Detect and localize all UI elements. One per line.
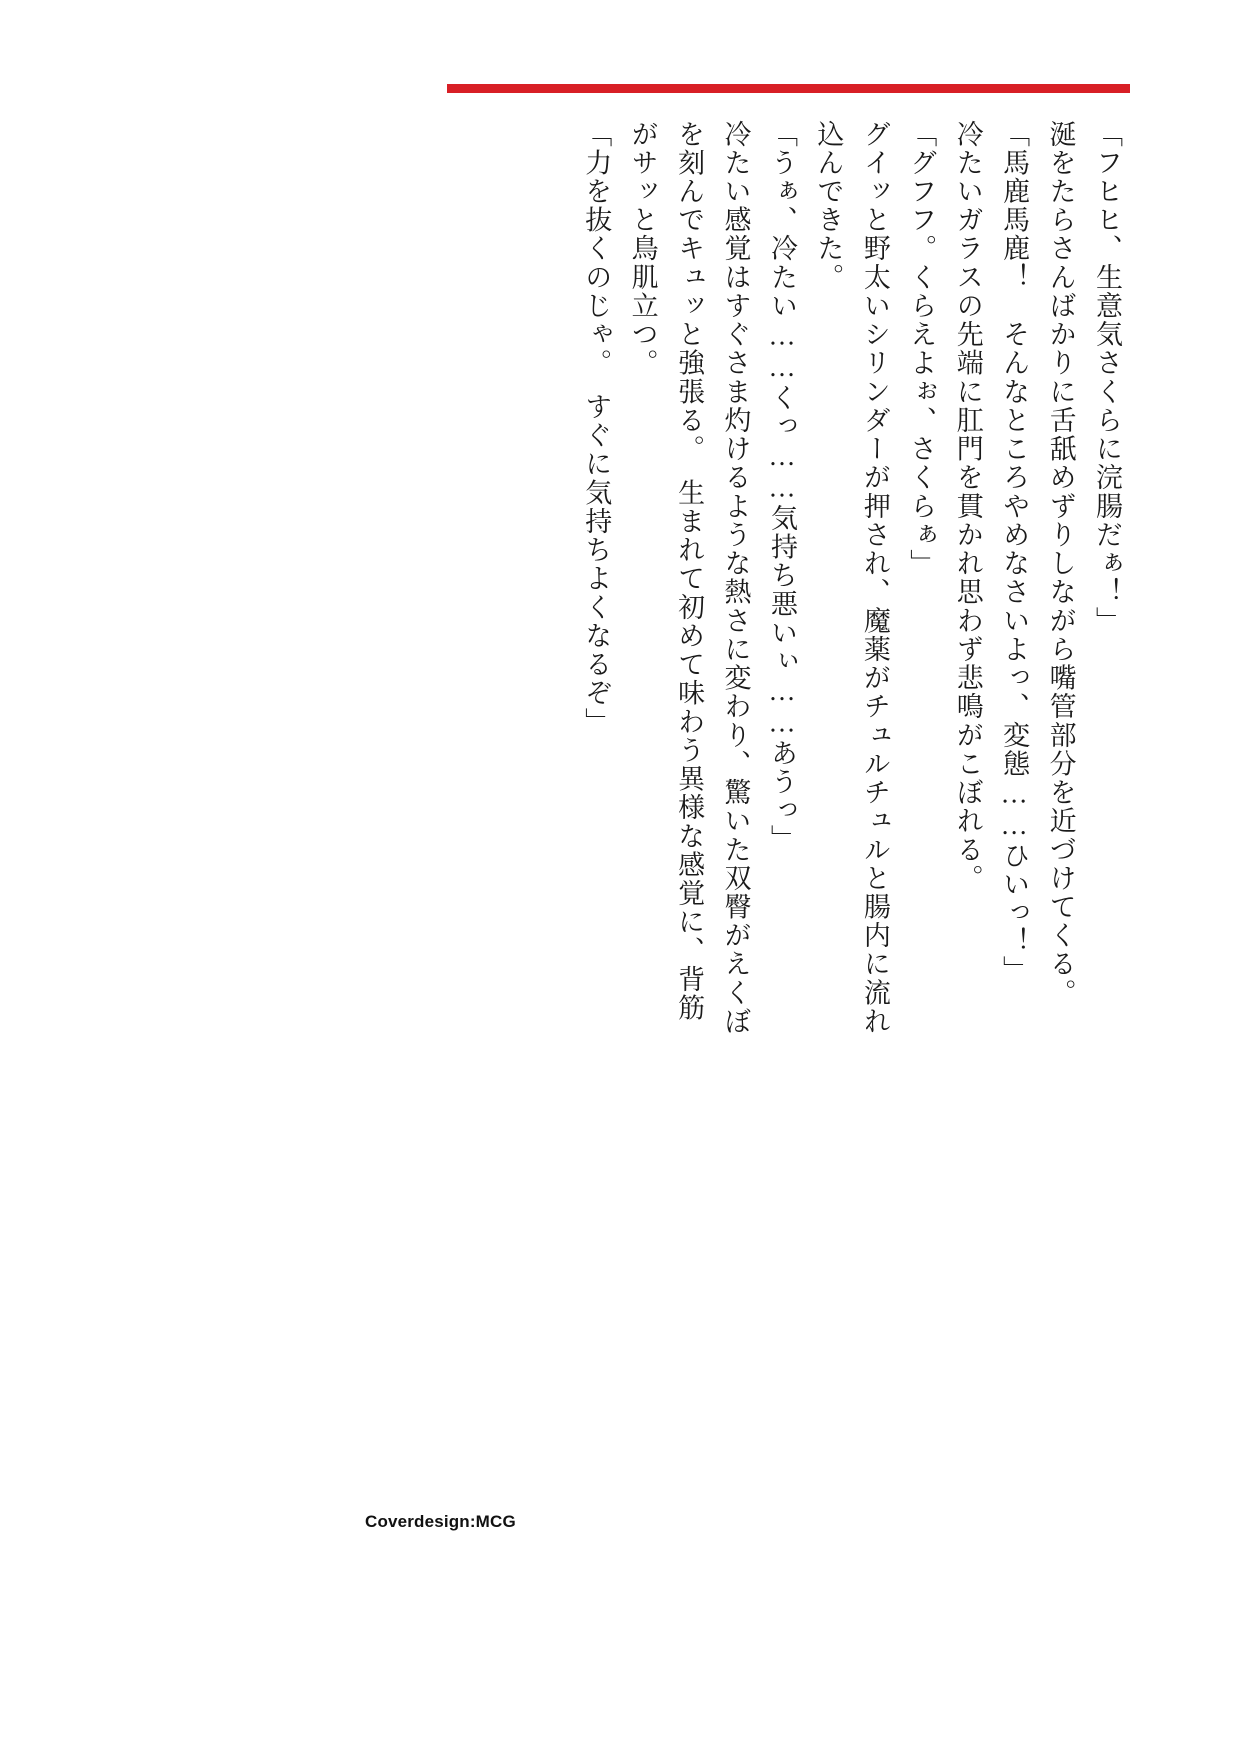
cover-design-credit: Coverdesign:MCG	[365, 1512, 516, 1531]
vertical-text-block	[400, 120, 1130, 1040]
paragraph: 「グフフ。くらえよぉ、さくらぁ」	[906, 120, 937, 578]
paragraph: 「うぁ、冷たい……くっ……気持ち悪いぃ……あうっ」	[766, 120, 797, 854]
paragraph: グイッと野太いシリンダーが押され、魔薬がチュルチュルと腸内に流れ込んできた。	[813, 120, 890, 1036]
paragraph: 冷たい感覚はすぐさま灼けるような熱さに変わり、驚いた双臀がえくぼを刻んでキュッと強張る。 生まれて初めて味わう異様な感覚に、背筋がサッと鳥肌立つ。	[627, 120, 751, 1036]
paragraph: 冷たいガラスの先端に肛門を貫かれ思わず悲鳴がこぼれる。	[952, 120, 983, 893]
paragraph: 「力を抜くのじゃ。 すぐに気持ちよくなるぞ」	[581, 120, 612, 737]
paragraph: 「フヒヒ、生意気さくらに浣腸だぁ！」	[1092, 120, 1122, 636]
paragraph: 涎をたらさんばかりに舌舐めずりしながら嘴管部分を近づけてくる。	[1045, 120, 1076, 1008]
paragraph: 「馬鹿馬鹿！ そんなところやめなさいよっ、変態……ひいっ！」	[999, 120, 1030, 985]
accent-rule	[447, 84, 1130, 93]
